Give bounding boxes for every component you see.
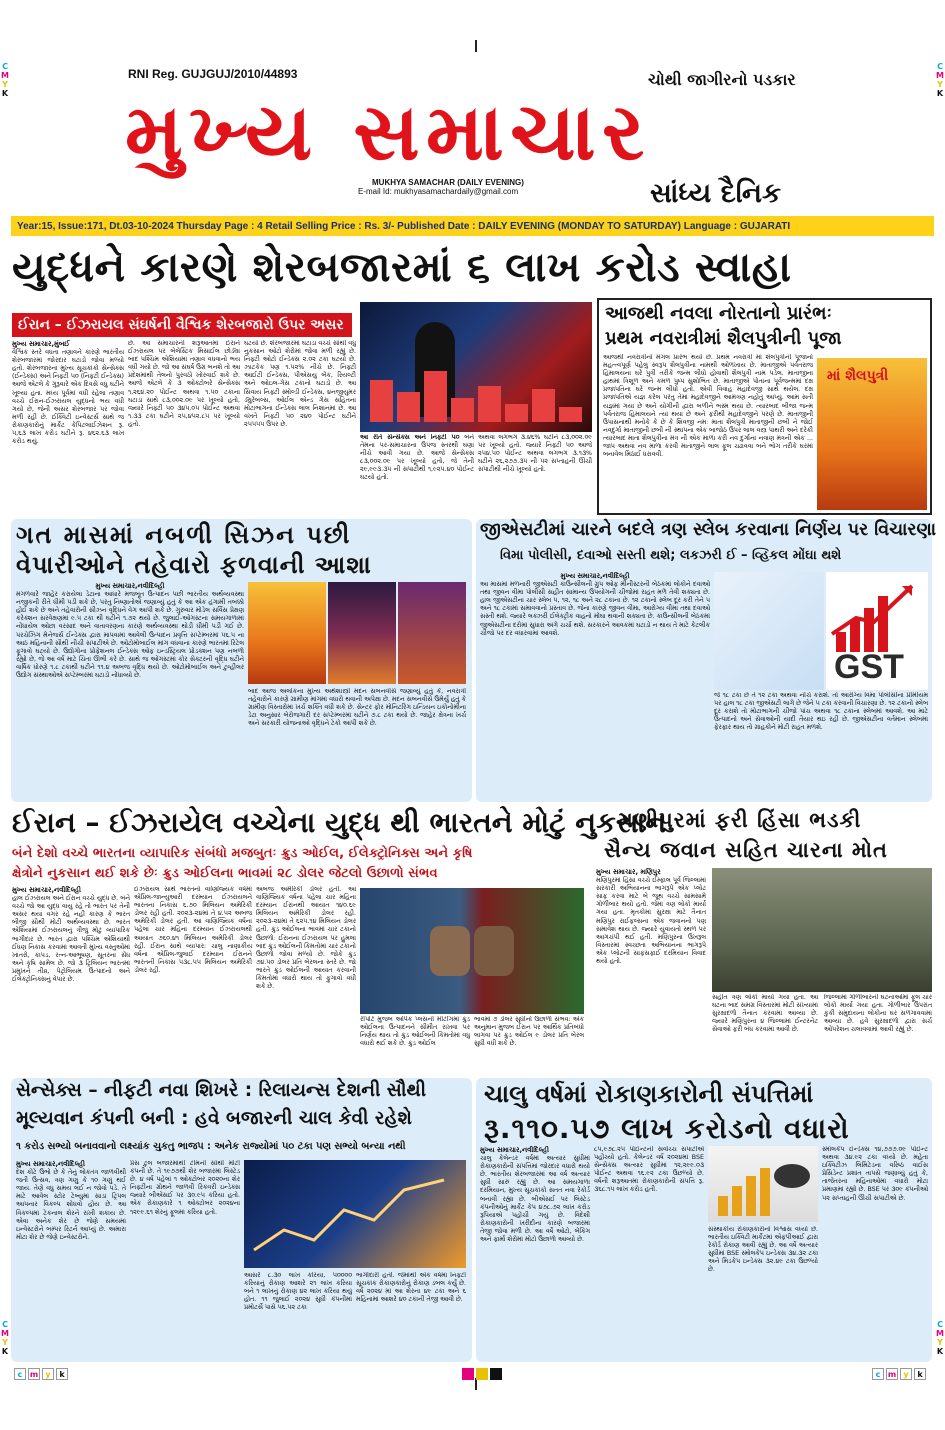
gst-photo-medicine <box>714 572 824 690</box>
gst-subtitle: વિમા પોલીસી, દવાઓ સસ્તી થશે; લકઝરી ઈ – વ્હિકલ મોંઘા થશે <box>500 548 842 563</box>
festival-byline: મુખ્ય સમાચાર,નવીદિલ્હી <box>95 582 165 590</box>
masthead-title: મુખ્ય સમાચાર <box>125 88 651 178</box>
iran-subtitle-1: બંને દેશો વચ્ચે ભારતના વ્યાપારિક સંબંધો મજબુતઃ ક્રુડ ઓઈલ, ઈલેક્ટ્રોનિક્સ અને કૃષિ <box>12 846 473 861</box>
sensex-column-2: પ્રેસ ટુલ બજારમાંથી ટીમની સૌથી મોટી કંપની છે. તે ૧૯૭૭થી શેર બજારમાં લિસ્ટેડ છે. ૪ વર્ષ પહેલાં ૧ ઓક્ટોબર ૨૦૨૦ના શેર નિફ્ટીના ગ્રોથને જાળવી રિકવરી ઇન્ડેક્સ જ્યારે બીએસઈ પર ૩૦.૯૫ કરિયા હતો. એક રોકાણકારે ૧ ઓક્ટોબર ૨૦૨૪ના ૧૨૯૯.૬૧ શેરનું ફૂલમાં કરિયા હતો. <box>130 1160 240 1216</box>
navratri-title-1: આજથી નવલા નોરતાનો પ્રારંભઃ <box>605 303 832 324</box>
festival-photo-lamps <box>328 582 396 684</box>
festival-photo-lakshmi <box>248 582 326 684</box>
gst-body <box>480 572 710 798</box>
manipur-title-2: સૈન્ય જવાન સહિત ચારના મોત <box>604 838 888 862</box>
festival-photo-shopping <box>398 582 466 684</box>
investors-title-1: ચાલુ વર્ષમાં રોકાણકારોની સંપત્તિમાં <box>484 1080 814 1108</box>
gst-body-text: આ માસમાં મળનારી જીએસટી કાઉન્સીલની ગ્રુપ ઓફ મીનીસ્ટરની બેઠકમાં લોકોને દવાઓ તથા જીવન વીમા પોલીસી સહીત સામાન્ય ઉપયોગની ચીજોમાં રાહત મળે તેવી શક્યતા છે. હાલ જીએસટીના ચાર સ્લેબ ૫, ૧૨, ૧૮ અને ૨૮ ટકાના છે. ૧૨ ટકાનો સ્લેબ દૂર કરી તેને ૫ અને ૧૮ ટકામાં સમાવવાનો પ્રસ્તાવ છે. જેના કારણે જીવન વીમા, આરોગ્ય વીમા તથા દવાઓ સસ્તી થશે. જ્યારે લક્ઝરી ઈલેક્ટ્રીક વાહનો મોંઘા થવાની શક્યતા છે. કાઉન્સીલની બેઠકમાં જીએસટીના દરોમાં સુધારા અંગે ચર્ચા થશે. સરકારને આવકમાં ઘટાડો ન થાય તે માટે કેટલીક ચીજો પર દર વધારવામાં આવશે. <box>480 581 710 637</box>
iran-byline: મુખ્ય સમાચાર,નવીદિલ્હી <box>12 886 81 894</box>
color-strip-left: c m y k <box>14 1368 68 1380</box>
manipur-column-2: સહીત ત્રણ લોકો માર્યા ગયા હતા. આ ઘટના બાદ સમગ્ર વિસ્તારમાં મોટી સંખ્યામાં સુરક્ષાદળો તૈનાત કરવામાં આવ્યા છે. જ્યારે મણિપુરના ૪ જિલ્લામાં ઈન્ટરનેટ સેવાઓ ફરી બંધ કરવામાં આવી છે. <box>712 994 818 1034</box>
festival-title-1: ગત માસમાં નબળી સિઝન પછી <box>16 521 352 549</box>
masthead-tagline: ચોથી જાગીરનો પડકાર <box>648 70 796 89</box>
lead-subhead: ઈરાન – ઈઝરાયલ સંઘર્ષની વૈશ્વિક શેરબજારો ઉપર અસર <box>12 313 352 337</box>
investors-column-1-text: ચાલુ કેલેન્ડર વર્ષમાં અત્યાર સુધીમાં રોકાણકારોની સંપત્તિમાં જોરદાર વધારો થયો છે. ભારતીય શેરબજારમાં આ વર્ષ અત્યાર સુધી સારું રહ્યું છે. આ સમયગાળા દરમિયાન, મુખ્ય સૂચકાંકો સતત નવા રેકોર્ડ બનાવી રહ્યા છે. બીએસઈ પર લિસ્ટેડ કંપનીઓનું માર્કેટ કેપ ૪૭૮.૭૨ લાખ કરોડ રૂપિયાએ પહોંચી ગયું છે. વિદેશી રોકાણકારોની ખરીદીના કારણે બજારમાં તેજી જોવા મળી છે. આ વર્ષે ઓટો, બેંકિંગ અને ફાર્મા શેરોમાં મોટો ઉછાળો આવ્યો છે. <box>480 1155 590 1244</box>
manipur-title-1: મણીપુરમાં ફરી હિંસા ભડકી <box>618 808 862 832</box>
navratri-title-2: પ્રથમ નવરાત્રીમાં શૈલપુત્રીની પૂજા <box>605 328 842 349</box>
manipur-photo-soldiers <box>712 868 932 992</box>
iran-column-1-text: હાલ ઈઝરાયલ અને ઈરાન વચ્ચે યુદ્ધ છે. બંને વચ્ચે જો આ યુદ્ધ વાયુ રહે તો ભારત પર તેની અસર થયા વગર રહે નહીં કારણ કે ભારત બીજી સૌથી મોટી અર્થવ્યવસ્થા છે. ભારત એશિયામાં ઈઝરાયલનું ત્રીજું મોટું વ્યાપારિક ભાગીદાર છે. ભારત દ્વારા પશ્ચિમ એશિયાથી ઈંધણ નિકાસ કરવામાં આવતી મુખ્ય વસ્તુઓમાં ખાતરો, કાપડ, રત્ન-આભૂષણ, સૂતરના સેંધ અને કૃષિ સામેલ છે. જો ૩ ટ્રિલિયન ભારતમાં પ્રમુખને તીવ્ર, પેટ્રોલિયમ ઉત્પાદનો અને ઈલેક્ટ્રોનિક્સનું વેપાર છે. <box>12 895 130 984</box>
lead-photo-bars <box>370 362 582 422</box>
iran-title: ઈરાન – ઈઝરાયેલ વચ્ચેના યુદ્ધ થી ભારતને મોટું નુકસાન <box>12 806 667 839</box>
investors-photo-bull <box>708 1146 818 1222</box>
rni-number: RNI Reg. GUJGUJ/2010/44893 <box>128 67 298 81</box>
iran-photo-fists-flags <box>360 888 584 1014</box>
lead-column-2: છે. આ સમાચારની શરૂઆતમાં ઈરાને ઈઝરાયલ પર બેલેસ્ટિક મિસાઈલ છોડ્યા બાદ પશ્ચિમ એશિયામાં તણાવ વધવાનો ભય વધી ગયો છે. જો આ સંઘર્ષ ઉગ્ર બનશે તો આ પ્રદેશમાંથી તેલનો પુરવઠો ખોરવાઈ શકે છે. આજે એટલે કે ૩ ઓક્ટોબરે સેન્સેક્સ ૧,૨૬૪.૨૦ પોઈન્ટ અથવા ૧.૫૦ ટકાના ઘટાડા સાથે ૮૩,૦૦૨.૦૯ પર ખૂલ્યો હતો, જ્યારે નિફ્ટી ૫૦ ૩૪૫.૦૫ પોઈન્ટ અથવા ૧.૩૩ ટકા ઘટીને ૨૫,૪૫૨.૮૫ પર ખૂલ્યો હતો. <box>128 340 240 428</box>
investors-column-3: સંસ્થાકીય રોકાણકારોનો વિશ્વાસ વધ્યો છે. ભારતીય ઇક્વિટી માર્કેટમાં એફપીઆઈ દ્વારા રેકોર્ડ રોકાણ આવી રહ્યું છે. આ વર્ષે અત્યાર સુધીમાં BSE સ્મોલકેપ ઇન્ડેક્સ ૩૪.૩૨ ટકા અને મિડકેપ ઇન્ડેક્સ ૩૨.૪૯ ટકા ઉછળ્યો છે. <box>708 1226 818 1274</box>
manipur-byline: મુખ્ય સમાચાર, મણિપુર <box>596 868 661 876</box>
iran-column-2: ઈઝરાયલ સાથે ભારતનો વાણિજ્યિક વર્ષમાં એપ્રિલ-જાન્યુઆરી દરમ્યાન ઈઝરાયલને ભારતના નિકાસ ૬.૭૦ મિલિયન અમેરિકી ડોલર રહી હતી. ૨૦૨૩-૨૪માં તે ૪.૫૨ અબજ અમેરિકી ડોલર હતી. આ વાણિજ્યિક વર્ષના પહેલા ચાર મહિના દરમ્યાન ઈઝરાયલથી આયાત ૭૬૦.૪૧ મિલિયન અમેરિકી ડોલર રહી. ઈરાન સાથે વ્યાપાર: ચાલુ નાણાકીય વર્ષના એપ્રિલ-જુલાઈ દરમ્યાન ઈરાનને ભારતની નિકાસ ૫૩૮.૫૫ મિલિયન અમેરિકી ડોલર રહી. <box>134 886 252 974</box>
bull-chart-icon <box>708 1146 818 1222</box>
manipur-column-1 <box>596 868 706 1074</box>
gst-byline: મુખ્ય સમાચાર,નવીદિલ્હી <box>560 572 630 580</box>
sensex-title-1: સેન્સેક્સ – નીફટી નવા શિખરે : રિલાયન્સ દેશની સૌથી <box>16 1080 427 1101</box>
festival-body-text: મંગળવારે જાહેર કરાયેલા ડેટાના આધારે મજબૂત ઉત્પાદન પછી ભારતીય અર્થવ્યવસ્થા નજીકની રીતે ધીમી પડી શકે છે, પરંતુ નિષ્ણાતોએ જણાવ્યું હતું કે આ એક હંગામી તબક્કો હોઈ શકે છે અને તહેવારોની સીઝન વૃદ્ધિને વેગ આપી શકે છે. ગુરુવાર મોડેલ સર્વિસ પ્રેક્ષણ કરેક્શન સરવેક્ષણમાં ૯.૫ ટકા થી ઘટીને ૧.૭૨ થયો છે. જુલાઈ-ઓગસ્ટના સમયગાળામાં નોંધાયેલ ઓછા વરસાદ અને વાતાવરણના કારણે અર્થવ્યવસ્થા થોડી ધીમી પડી ગઈ છે. પરચેઝિંગ મેનેજર્સ ઈન્ડેક્સ દ્વારા માપવામાં આવેલી ઉત્પાદન પ્રવૃત્તિ સપ્ટેમ્બરમાં ૫૬.૫ ના આઠ મહિનાની સૌથી નીચી સપાટીએ છે. ઓટોમોબાઈલ માંગ વધવાના કારણે ભારતમાં રિટેલ ફૂગાવો ઘટ્યો છે. ઉદ્યોગોના પ્રોફેશનલ ઈન્ડેક્સ ઓફ ઇન્ડસ્ટ્રિયલ પ્રોડક્શન પણ નબળો રહ્યો છે, જે આ વર્ષ માટે ચિંતા ઊભી કરે છે. સાથે જ ઓગસ્ટમાં કોર સેક્ટરની વૃદ્ધિ ઘટીને વાર્ષિક ધોરણે ૧.૮ ટકાથી ઘટીને ૧૧.૪ અબજ વૃદ્ધિ થયો છે. ઓટોમોબાઈલ અને ટુવ્હીલર ઉદ્યોગ સંસ્થાઓએ સપ્ટેમ્બરમાં ઘટાડો નોંધાવ્યો છે. <box>16 591 244 680</box>
sensex-column-1-text: દેશ કોટે ઉભો છે કે તેનું લોકતંત્ર જાળવીથી જતી ઉત્સવ, ત્રણ ગણુ કે ૧૦ ગણું થઈ જાય. તેણે વધુ સમય લઈ ન જોવો પડે. તે માટે આવેલ સ્ટોર ટેબ્યુમાં સાડા ટ્રિપલ આપનાર વિકલ્પ શોધવો હોય છે. આ વિકલ્પમાં ટેકનાલ શેરને રાખી શકાય છે. એવા અનેક શેર છે જેણે સમયમાં ઇન્વેસ્ટરોને બમ્પર રિટર્ન આપ્યું છે. અમારા મોટા શેર છે જેણે ઇન્વેસ્ટરોને. <box>16 1169 126 1241</box>
registration-mark-right-bottom: C M Y K <box>936 1320 944 1356</box>
gst-photo-logo <box>826 572 928 690</box>
sensex-column-1 <box>16 1160 126 1358</box>
iran-column-3: અબજ અમેરિકી ડોલર હતી. આ વાણિજ્યિક વર્ષના પહેલા ચાર મહિના દરમ્યાન ઈરાનથી આયાત ૧૪૦.૬૯ મિલિયન અમેરિકી ડોલર રહી. ૨૦૨૩-૨૪માં તે ૬૨૫.૧૪ મિલિયન ડોલર હતી. ક્રુડ ઓઈલના ભાવમાં ચાર ટકાનો ઉછાળોઃ ઈરાનના ઈઝરાયલ પર હુમલા બાદ ક્રુડ ઓઈલની કિંમતોમાં ચાર ટકાનો ઉછાળો જોવા મળ્યો છે. જોકે ક્રુડ ૭૪.૫૦ ડોલર પ્રતિ બેરલના સ્તરે છે. જો ભારતે ક્રુડ ઓઈલની આયાત કરવાની કિંમતોમાં વધારો થાય તો ફુગાવો વધી શકે છે. <box>256 886 356 991</box>
iran-subtitle-2: ક્ષેત્રોને નુકસાન થઈ શકે છેઃ ક્રુડ ઓઈલના ભાવમાં ૨૮ ડોલર જેટલો ઉછાળો સંભવ <box>12 866 438 881</box>
lead-column-1 <box>12 340 124 490</box>
iran-column-1 <box>12 886 130 1074</box>
gst-title: જીએસટીમાં ચારને બદલે ત્રણ સ્લેબ કરવાના નિર્ણય પર વિચારણા <box>480 520 937 540</box>
lead-column-3: ઘટયો છે. શેરબજારમાં ઘટાડા વચ્ચે સૌથી વધુ નુકસાન ઓટો શેરોમાં જોવા મળી રહ્યું છે. નિફ્ટી ઓટો ઈન્ડેક્સ ૨.૦૨ ટકા ઘટયો છે. ઝાટકેક પણ ૧.૫૨% નીચે છે. નિફ્ટી આઈટી ઈન્ડેક્સ, પીએસયુ બેંક, રિયલ્ટી અને ઓઇલ-ગેસ ટકાનો ઘટાડો છે. આ સિવાય નિફ્ટી સ્મોલ્ડી ઈન્ડેક્સ, ૪નજીયુમર ડ્યુરેબલ્સ, ઓઈલ એન્ડ ગેસ સહિતના મોટાભાગના ઈન્ડેક્સ લાલ નિશાનમાં છે. આ વખતે નિફ્ટી ૫૦ ૨૪૦ પોઈન્ટ ઘટીને ૨૫૫૫૫ ઉપર છે. <box>244 340 356 428</box>
color-strip-right: c m y k <box>872 1368 926 1380</box>
fist-left-icon <box>430 926 470 976</box>
lead-byline: મુખ્ય સમાચાર,મુંબઈ <box>12 340 70 348</box>
investors-column-1 <box>480 1146 590 1358</box>
color-strip-center <box>462 1368 502 1380</box>
navratri-photo-label: માં શૈલપુત્રી <box>827 368 889 384</box>
sensex-title-2: મૂલ્યવાન કંપની બની : હવે બજારની ચાલ કેવી રહેશે <box>16 1108 412 1129</box>
lead-column-1-text: વૈશ્વિક સ્તરે વધતા તણાવને કારણે ભારતીય શેરબજારમાં જોરદાર ઘટાડો જોવા મળ્યો હતો. શેરબજારના મુખ્ય સૂચકાંકો સેન્સેક્સ (ઈન્ડેક્સ) અને નિફ્ટી ૫૦ (નિફ્ટી ઈન્ડેક્સ) આજે એટલે કે ગુરૂવારે એક દિવસે વધુ ઘટીને ખૂલ્યા હતા. મધ્ય પૂર્વમાં વધી રહેલા તણાવ વચ્ચે ઈરાન-ઈઝરાયલ યુદ્ધનો ભય વધી ગયો છે, જેની અસર શેરબજાર પર જોવા મળી રહી છે. ઈક્વિટી ઇન્વેસ્ટર્સ સાથે જ રોકાણકારોનું માર્કેટ કેપિટલાઈઝેશન રૂ. ૫,૬૩ લાખ કરોડ ઘટીને રૂ. ૪૬૨.૬૩ લાખ કરોડ થયું. <box>12 349 124 446</box>
navratri-box <box>597 298 932 515</box>
gst-column-2: જે ૧૮ ટકા છે તે ૧૨ ટકા અથવા નીચે કરાશે. તો આરોગ્ય વિમા પોલીસીના પ્રીમીયમ પર હાલ ૧૮ ટકા જીએસટી લાગે છે જેને ૫ ટકા કરવાની વિચારણા છે. ૧૨ ટકાનો સ્લેબ દૂર કરાશે તો મોટાભાગની ચીજો પાંચ અથવા ૧૮ ટકાના સ્લેબમાં આવશે. આ માટે ઉત્પાદનો અને સેવાઓની યાદી તૈયાર થઇ રહી છે. જીએસટીના વર્તમાન સ્લેબમાં ફેરફાર થાય તો ગ્રાહકોને મોટી રાહત મળશે. <box>714 692 928 732</box>
registration-mark-left-top: C M Y K <box>1 62 9 98</box>
sensex-photo-line-icon <box>244 1160 466 1268</box>
investors-column-4: સ્મોલકેપ ઈન્ડેક્સ ૧૪,૭૭૭.૦૯ પોઈન્ટ અથવા ૩૪.૯૨ ટકા વધ્યો છે. મહેતા ઇક્વિટીઝ લિમિટેડના વરિષ્ઠ વાઈસ પ્રેસિડેન્ટ પ્રશાંત તાપસે જણાવ્યું હતું કે, તાજેતરના મહિનાઓમાં વધારો મોટા પ્રમાણમાં રહ્યો છે. BSE પર ૩૦૯ કંપનીઓ ૫૨ સપ્તાહની ઊંચી સપાટીએ છે. <box>822 1146 928 1202</box>
lead-column-4-text: બંને તેમના પર-સમાચારના ઉપજ સ્તરથી ઘણા નીચે આવી ગયા છે. આજે સેન્સેક્સ ૮૩,૦૦૨.૦૯ પર ખૂલ્યો હતો, જે તેની ૨૯,૯૯૩.૩૫ ની સપાટીથી ૧,૯૨૫.૪૦ પોઈન્ટ ઘટયો હતો. <box>360 434 474 482</box>
registration-mark-left-bottom: C M Y K <box>1 1320 9 1356</box>
investors-column-2: ૮૫,૯૭૮.૨૫ પોઈન્ટની સર્વોચ્ચ સપાટીએ પહોંચ્યો હતો. કેલેન્ડર વર્ષ ૨૦૨૪માં BSE સેન્સેક્સ અત્યાર સુધીમાં ૧૨,૨૯૯.૦૩ પોઈન્ટ અથવા ૧૬.૯૨ ટકા ઉછળ્યો છે. વર્ષની શરૂઆતમાં રોકાણકારોની સંપત્તિ રૂ. ૩૬૮.૧૫ લાખ કરોડ હતી. <box>594 1146 704 1194</box>
iran-column-5: ભાવમાં ૭ ડોલર સુધીનો ઉછાળો સંભવ: એક અનુમાન મુજબ ઈરાન પર આર્થિક પ્રતિબંધો લાગવા પર ક્રુડ ઓઈલ ૯ ડોલર પ્રતિ બેરલ સુધી વધી શકે છે. <box>474 1016 584 1048</box>
manipur-column-1-text: મણિપુરમાં હિંસા વચ્ચે ઈમ્ફાલ પૂર્વ જિલ્લામાં સરકારી અભિયાનના ભાગરૂપે એક પ્લોટ સાફ કરવા માટે બે જૂથ વચ્ચે સામસામે ગોળીબાર થયો હતો. જેમાં ત્રણ લોકો માર્યા ગયા હતા. મૃતકોમાં સુરક્ષા માટે તૈનાત મણિપુર રાઈફલ્સના એક જવાનનો પણ સમાવેશ થાય છે. જ્યારે યુવાયતો સ્થળ પર આગચંપી થઈ હતી. મણિપુરના ઉખરૂલ વિસ્તારમાં સ્વચ્છતા અભિયાનના ભાગરૂપે એક પ્લોટની સાફસફાઈ દરમિયાન વિવાદ થયો હતો. <box>596 877 706 966</box>
festival-body <box>16 582 244 797</box>
festival-title-2: વેપારીઓને તહેવારો ફળવાની આશા <box>16 551 372 579</box>
lead-photo-stock-market <box>360 302 592 432</box>
masthead-edition: સાંધ્ય દૈનિક <box>650 178 782 209</box>
registration-mark-right-top: C M Y K <box>936 62 944 98</box>
investors-byline: મુખ્ય સમાચાર,નવીદિલ્હી <box>480 1146 549 1154</box>
sensex-column-4: ભાગીદારી હતી. જેમાંથી એક વર્ષમાં નિફ્ટી સૂચકાંક રોકાણકારોનું રોકાણ ડબલ કર્યું છે. વર્ષ ૨૦૨૪ માં આ શેરના ૪૯ ટકા અને ૬ મહિનામાં આશરે ૪૦ ટકાની તેજી આવી છે. <box>356 1272 466 1304</box>
sensex-column-3: આસરે ૮.૩૦ લાખ કરિયા, ૫૦૦૦૦ કરિયાનું રોકાણ આશરે ૨૧ લાખ કરિયા બને ૧ લાખનું રોકાણ ૪૨ લાખ કરિયા થયું હોત. ૧૧ જુલાઈ ૨૦૨૪ સુધી કંપનીમાં પ્રમોટર્સે પાસે ૫૬.૫૨ ટકા <box>244 1272 352 1312</box>
manipur-column-3: જિલ્લામાં ગોળીબારની ઘટનાઓમાં ફૂલ ચાર લોકો માર્યા ગયા હતા. ગોળીબાર ઉપરાંત કુકી સમુદાયના લોકોના ઘર સળગાવવામાં આવ્યા છે. હવે સુરક્ષાદળો દ્વારા સર્ચ ઓપરેશન ચલાવવામાં આવી રહ્યું છે. <box>824 994 932 1034</box>
festival-column-2: બાદ આજ અલોકના મુખ્ય અર્થશાસ્ત્રી મદન સબનવીસે જણાવ્યું હતું કે, નવરાત્રી તહેવારોને કારણે ગ્રામીણ માંગમાં વધારો થવાની અપેક્ષા છે. મદન સબનવીસે ઉમેર્યું હતું કે ગ્રામીણ વિસ્તારોમાં ખર્ચ શક્તિ વધી શકે છે. સેન્ટર ફોર મોનિટરિંગ ઇન્ડિયન ઇકોનોમીના ડેટા અનુસાર બેરોજગારી દર સપ્ટેમ્બરમાં ઘટીને ૭.૮ ટકા થયો છે. જાહેર ક્ષેત્રના ખર્ચ અને સરકારી યોજનાઓ વૃદ્ધિને ટેકો આપી શકે છે. <box>248 688 466 728</box>
crop-mark-top <box>475 40 477 52</box>
issue-info-bar: Year:15, Issue:171, Dt.03-10-2024 Thursday Page : 4 Retail Selling Price : Rs. 3/- Published Date : DAILY EVENING (MONDAY TO SATURDAY) Language : GUJARATI <box>11 216 934 236</box>
investors-title-2: રૂ.૧૧૦.૫૭ લાખ કરોડનો વધારો <box>484 1112 850 1145</box>
masthead-email: E-mail Id: mukhyasamachardaily@gmail.com <box>358 187 519 196</box>
masthead-english-name: MUKHYA SAMACHAR (DAILY EVENING) <box>372 178 524 187</box>
lead-column-5: અથવા લગભગ ૩.૪૬% ઘટીને ૮૩,૦૦૨.૦૯ પર ખૂલ્યો હતો. જ્યારે નિફ્ટી ૫૦ આજે ૨૫૪.૫૦ પોઈન્ટ અથવા લગભગ ૩.૧૩% ઘટીને ૨૬,૨૭૭.૩૫ ની ૫૨ સપ્તાહની ઊંચી સપાટીથી નીચે ખૂલ્યો હતો. <box>478 434 592 474</box>
lead-column-4 <box>360 434 474 494</box>
gst-logo-text: GST <box>834 648 904 686</box>
sensex-byline: મુખ્ય સમાચાર,નવીદિલ્હી <box>16 1160 85 1168</box>
lead-photo-caption: આ રીતે સેન્સેક્સ અને નિફ્ટી ૫૦ <box>360 434 460 441</box>
navratri-body: આજથી નવરાત્રીનો મંગલ પ્રારંભ થયો છે. પ્રથમ નવરાત્રી માં શૈલપુત્રીની પૂજાનો મહત્ત્વપૂર્ણ પહેલું સ્વરૂપ શૈલપુત્રીના નામથી ઓળખાય છે. માતાજીએ પર્વતરાજ હિમાલયના ઘરે પુત્રી તરીકે જન્મ લીધો હોવાથી શૈલપુત્રી નામ પડેલ. માતાજીના હાથમાં ત્રિશૂળ અને કમળ પુષ્પ સુશોભિત છે. માતાજીએ પોતાના પૂર્વજન્મમાં દક્ષ પ્રજાપતિના ઘરે જન્મ લીધો હતો. એવી વિવાહ મહાદેવજી સાથે થયેલ. દક્ષ પ્રજાપતિએ યજ્ઞ કરેલ પરંતુ તેમાં મહાદેવજીને આમંત્રણ નહોતું આપ્યું. આમ સતી યજ્ઞમાં ગયા છે અને યોગીની દ્વારા બળીને ભસ્મ થયા છે. ત્યારબાદ બીજા જન્મ પર્વતરાજ હિમાલયને ત્યાં થયા છે અને ફરીથી મહાદેવજીને પરણે છે. માતાજીની ઉપાસનાથી મનોકે કે છે કે શિવજી નમઃ માતા શૈલપુત્રી માતાજીની છબી ને જોઈ નવદુર્ગા માતાજીની છબી ની સ્થાપના એક બાજોઠ ઉપર લાલ વસ્ત્ર પાથરી અને દરેકી ત્યારબાદ માતા શૈલપુત્રીના મંત્ર ની એક માળા કરી નવ દુર્ગાના નવાણ મંત્રની એક ... જાપ અથવા નવ માળા કરવી માતાજીને લાલ ફૂલ ચઢાવવા બને ભોગ તરીકે ઘરમાં બનાવેલ મિઠાઈ ધરાવવી. <box>603 354 813 459</box>
sensex-subtitle: ૧ કરોડ સભ્યો બનાવવાનો લક્ષ્યાંક ચુકતુ ભાજપ : અનેક રાજ્યોમાં ૫૦ ટકા પણ સભ્યો બન્યા નથી <box>16 1141 406 1152</box>
iran-column-4: રીપોર્ટ મુજબ ઓપેક પ્લસની મીટીંગમાં ક્રુડ ઓઈલના ઉત્પાદનને સીમીત રાખવા પર નિર્ણય થાય તો ક્રુડ ઓઈલની કિંમતોમાં વધુ વધારો થઈ શકે છે. ક્રુડ ઓઈલ <box>360 1016 470 1048</box>
sensex-photo-market-chart <box>244 1160 466 1268</box>
lead-headline: યુદ્ધને કારણે શેરબજારમાં ૬ લાખ કરોડ સ્વાહા <box>12 243 792 291</box>
navratri-photo-goddess <box>817 358 927 510</box>
fist-right-icon <box>474 926 514 976</box>
